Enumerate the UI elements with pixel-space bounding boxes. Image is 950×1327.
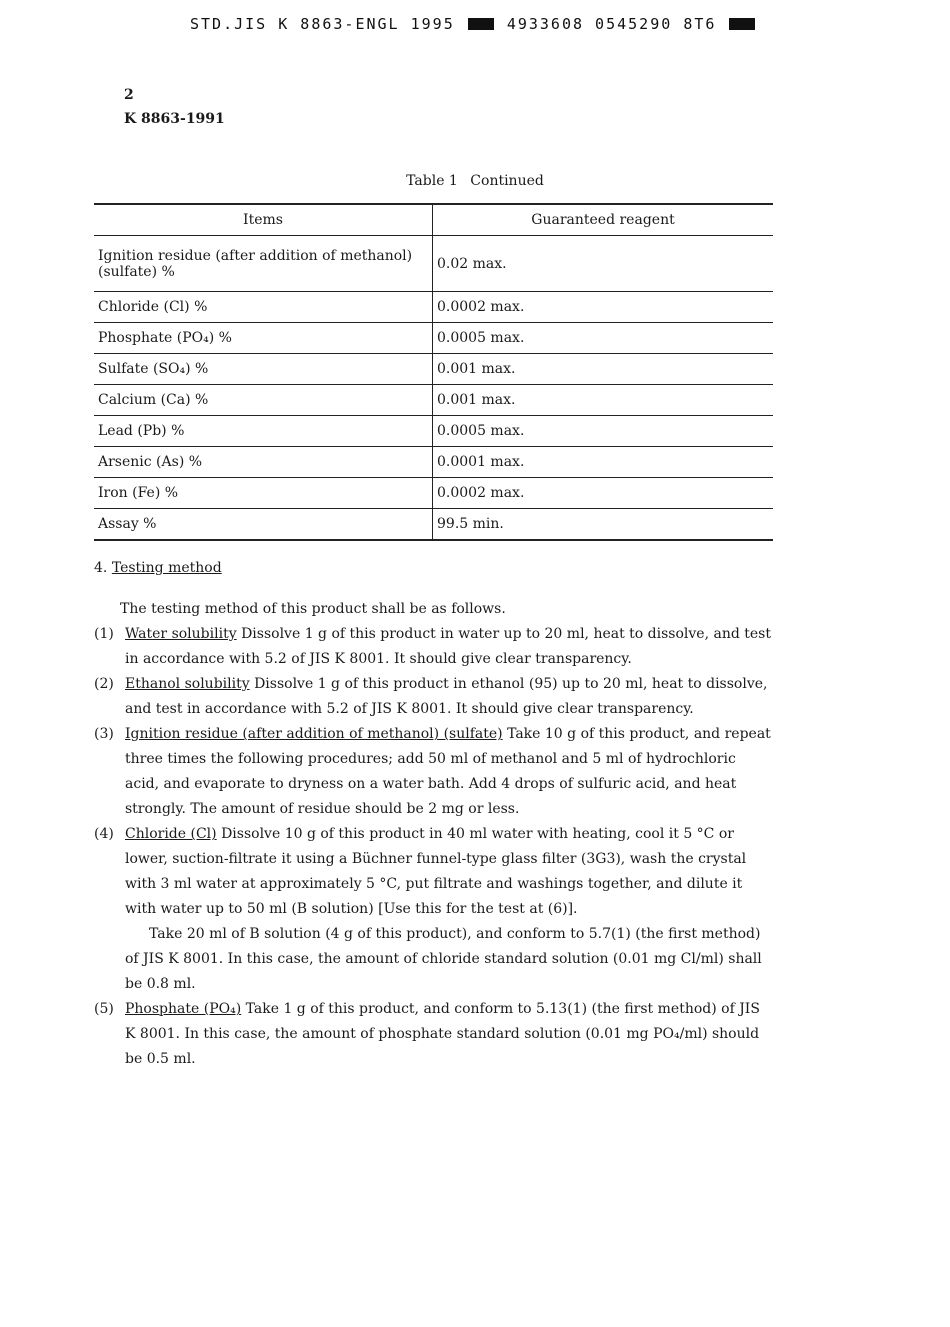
row-value: 0.001 max. [433, 354, 774, 385]
row-value: 0.0005 max. [433, 416, 774, 447]
item-title: Ethanol solubility [125, 676, 250, 692]
row-item: Ignition residue (after addition of methanol) (sulfate) % [94, 236, 433, 292]
row-value: 99.5 min. [433, 509, 774, 540]
row-item: Arsenic (As) % [94, 447, 433, 478]
item-title: Phosphate (PO₄) [125, 1001, 242, 1017]
row-value: 0.001 max. [433, 385, 774, 416]
row-value: 0.02 max. [433, 236, 774, 292]
testing-method-body [94, 597, 774, 1072]
method-item [94, 997, 774, 1072]
item-title: Ignition residue (after addition of methanol) (sulfate) [125, 726, 503, 742]
table-row [94, 416, 773, 447]
row-item: Calcium (Ca) % [94, 385, 433, 416]
item-text: Dissolve 10 g of this product in 40 ml water with heating, cool it 5 °C or lower, suction-filtrate it using a Büchner funnel-type glass filter (3G3), wash the crystal with 3 ml water at approximately 5 °C, put filtrate and washings together, and dilute it with water up to 50 ml (B solution) [Use this for the test at (6)]. [125, 826, 747, 917]
item-number: (5) [94, 1001, 114, 1017]
specification-table [94, 203, 773, 541]
row-item: Chloride (Cl) % [94, 292, 433, 323]
item-extra-paragraph: Take 20 ml of B solution (4 g of this product), and conform to 5.7(1) (the first method) of JIS K 8001. In this case, the amount of chloride standard solution (0.01 mg Cl/ml) shall be 0.8 ml. [125, 926, 762, 992]
row-item: Sulfate (SO₄) % [94, 354, 433, 385]
table-row [94, 236, 773, 292]
section-number: 4. [94, 560, 108, 576]
redaction-block [468, 18, 494, 30]
method-item [94, 672, 774, 722]
standard-number: K 8863-1991 [124, 111, 225, 127]
document-code-header [190, 15, 757, 33]
section-intro: The testing method of this product shall be as follows. [120, 601, 506, 617]
row-value: 0.0005 max. [433, 323, 774, 354]
item-title: Water solubility [125, 626, 237, 642]
header-code-mid: 4933608 0545290 [506, 15, 673, 33]
item-text: Take 10 g of this product, and repeat three times the following procedures; add 50 ml of methanol and 5 ml of hydrochloric acid, and evaporate to dryness on a water bath. Add 4 drops of sulfuric acid, and heat strongly. The amount of residue should be 2 mg or less. [125, 726, 771, 817]
table-row [94, 385, 773, 416]
page-number: 2 [124, 87, 134, 103]
table-title-suffix: Continued [470, 173, 544, 189]
row-value: 0.0002 max. [433, 292, 774, 323]
column-header-items: Items [94, 204, 433, 236]
item-text: Dissolve 1 g of this product in water up to 20 ml, heat to dissolve, and test in accordance with 5.2 of JIS K 8001. It should give clear transparency. [125, 626, 771, 667]
header-code-left: STD.JIS K 8863-ENGL 1995 [190, 15, 455, 33]
row-value: 0.0002 max. [433, 478, 774, 509]
item-number: (4) [94, 826, 114, 842]
table-caption [0, 173, 950, 189]
section-heading [94, 560, 222, 576]
item-number: (3) [94, 726, 114, 742]
item-number: (2) [94, 676, 114, 692]
table-header-row [94, 204, 773, 236]
row-item: Iron (Fe) % [94, 478, 433, 509]
table-row [94, 323, 773, 354]
column-header-grade: Guaranteed reagent [433, 204, 774, 236]
table-row [94, 478, 773, 509]
item-text: Dissolve 1 g of this product in ethanol (95) up to 20 ml, heat to dissolve, and test in accordance with 5.2 of JIS K 8001. It should give clear transparency. [125, 676, 768, 717]
table-row [94, 354, 773, 385]
item-text: Take 1 g of this product, and conform to 5.13(1) (the first method) of JIS K 8001. In this case, the amount of phosphate standard solution (0.01 mg PO₄/ml) should be 0.5 ml. [125, 1001, 760, 1067]
table-row [94, 509, 773, 540]
row-item: Lead (Pb) % [94, 416, 433, 447]
section-title: Testing method [111, 560, 222, 576]
table-title: Table 1 [406, 173, 458, 189]
row-item: Assay % [94, 509, 433, 540]
item-title: Chloride (Cl) [125, 826, 217, 842]
row-value: 0.0001 max. [433, 447, 774, 478]
redaction-block [729, 18, 755, 30]
item-number: (1) [94, 626, 114, 642]
row-item: Phosphate (PO₄) % [94, 323, 433, 354]
method-item [94, 622, 774, 672]
table-row [94, 447, 773, 478]
table-row [94, 292, 773, 323]
method-item [94, 722, 774, 822]
header-code-right: 8T6 [683, 15, 717, 33]
method-item [94, 822, 774, 997]
